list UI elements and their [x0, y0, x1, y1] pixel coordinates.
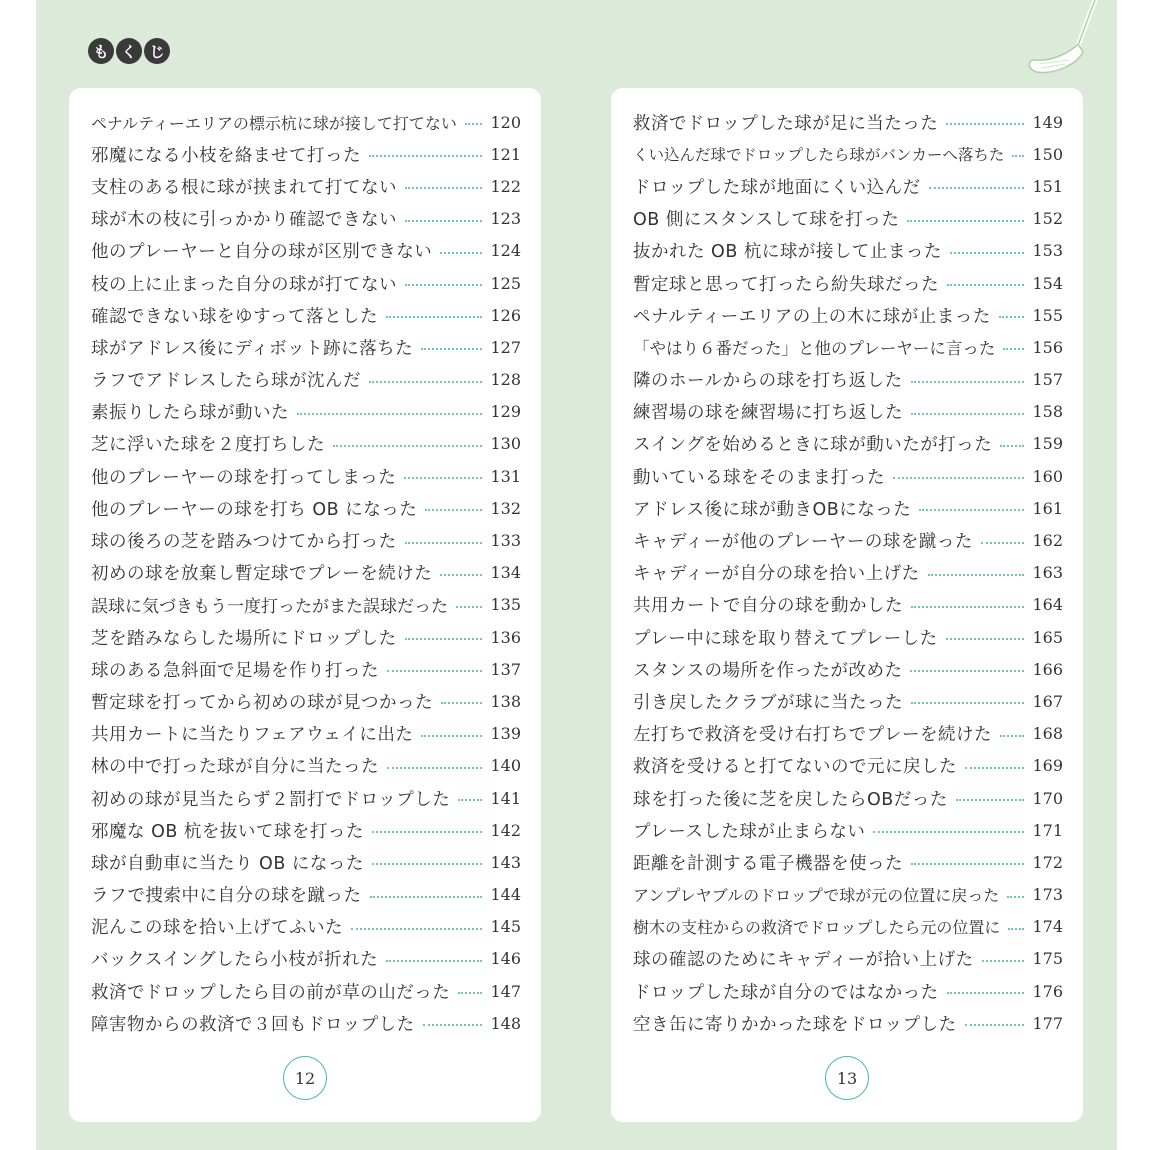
toc-entry-page: 170 — [1032, 788, 1063, 808]
toc-entry[interactable] — [91, 267, 521, 299]
toc-entry-title: 確認できない球をゆすって落とした — [91, 306, 378, 327]
toc-entry[interactable] — [91, 235, 521, 267]
toc-entry[interactable] — [633, 557, 1063, 589]
toc-entry[interactable] — [91, 460, 521, 492]
toc-entry[interactable] — [91, 299, 521, 331]
toc-entry[interactable] — [633, 170, 1063, 202]
leader-dots — [404, 477, 482, 479]
toc-entry-page: 151 — [1032, 176, 1063, 196]
toc-entry-page: 157 — [1032, 370, 1063, 390]
toc-entry[interactable] — [633, 846, 1063, 878]
toc-entry[interactable] — [91, 718, 521, 750]
toc-entry-title: 抜かれた OB 杭に球が接して止まった — [633, 242, 942, 263]
toc-entry[interactable] — [91, 524, 521, 556]
toc-entry-title: OB 側にスタンスして球を打った — [633, 210, 900, 231]
toc-entry-title: プレースした球が止まらない — [633, 821, 866, 842]
book-spread — [36, 0, 1117, 1150]
toc-entry[interactable] — [633, 750, 1063, 782]
leader-dots — [911, 413, 1024, 415]
leader-dots — [919, 509, 1024, 511]
toc-entry-title: アンプレヤブルのドロップで球が元の位置に戻った — [633, 886, 1000, 906]
toc-entry-page: 145 — [490, 917, 521, 937]
leader-dots — [386, 960, 482, 962]
toc-entry[interactable] — [91, 138, 521, 170]
toc-entry-page: 131 — [490, 466, 521, 486]
leader-dots — [370, 896, 483, 898]
leader-dots — [421, 735, 482, 737]
toc-entry-title: 球が自動車に当たり OB になった — [91, 853, 364, 874]
leader-dots — [1000, 735, 1025, 737]
toc-entry-title: 空き缶に寄りかかった球をドロップした — [633, 1014, 957, 1035]
toc-entry-title: 樹木の支柱からの救済でドロップしたら元の位置に — [633, 918, 1001, 938]
toc-entry-title: ラフでアドレスしたら球が沈んだ — [91, 371, 361, 392]
toc-entry[interactable] — [633, 782, 1063, 814]
golf-club-icon — [1021, 0, 1111, 80]
leader-dots — [369, 381, 482, 383]
toc-entry-page: 139 — [490, 724, 521, 744]
leader-dots — [1008, 928, 1024, 930]
toc-entry-page: 127 — [490, 337, 521, 357]
leader-dots — [965, 767, 1024, 769]
toc-entry[interactable] — [633, 428, 1063, 460]
toc-entry-title: キャディーが自分の球を拾い上げた — [633, 564, 920, 585]
toc-entry-title: 練習場の球を練習場に打ち返した — [633, 403, 903, 424]
toc-entry[interactable] — [91, 364, 521, 396]
leader-dots — [372, 831, 483, 833]
toc-entry-title: 距離を計測する電子機器を使った — [633, 853, 903, 874]
toc-entry-page: 175 — [1032, 949, 1063, 969]
toc-entry[interactable] — [91, 846, 521, 878]
toc-entry-page: 144 — [490, 885, 521, 905]
toc-entry-title: 障害物からの救済で３回もドロップした — [91, 1014, 415, 1035]
toc-entry-page: 174 — [1032, 917, 1063, 937]
toc-entry[interactable] — [633, 975, 1063, 1007]
leader-dots — [873, 831, 1024, 833]
leader-dots — [947, 284, 1024, 286]
toc-entry-page: 177 — [1032, 1013, 1063, 1033]
toc-entry-page: 136 — [490, 627, 521, 647]
toc-entry-title: 泥んこの球を拾い上げてふいた — [91, 918, 343, 939]
toc-entry-title: 他のプレーヤーの球を打ち OB になった — [91, 499, 418, 520]
leader-dots — [456, 606, 482, 608]
toc-entry-title: 共用カートに当たりフェアウェイに出た — [91, 725, 414, 746]
toc-entry[interactable] — [633, 524, 1063, 556]
toc-entry-page: 163 — [1032, 563, 1063, 583]
toc-entry-title: 支柱のある根に球が挟まれて打てない — [91, 177, 397, 198]
leader-dots — [956, 799, 1025, 801]
leader-dots — [965, 1024, 1025, 1026]
toc-entry-page: 148 — [490, 1013, 521, 1033]
toc-entry-page: 124 — [490, 241, 521, 261]
leader-dots — [441, 702, 482, 704]
toc-entry[interactable] — [633, 589, 1063, 621]
leader-dots — [465, 123, 483, 125]
toc-entry[interactable] — [633, 299, 1063, 331]
leader-dots — [405, 638, 483, 640]
toc-entry-page: 164 — [1032, 595, 1063, 615]
toc-entry-title: 他のプレーヤーと自分の球が区別できない — [91, 242, 433, 263]
toc-entry[interactable] — [633, 267, 1063, 299]
toc-entry-page: 167 — [1032, 691, 1063, 711]
toc-entry-page: 154 — [1032, 273, 1063, 293]
toc-entry-title: 球の確認のためにキャディーが拾い上げた — [633, 950, 974, 971]
toc-entry[interactable] — [633, 235, 1063, 267]
toc-entry-title: 救済でドロップしたら目の前が草の山だった — [91, 982, 451, 1003]
toc-entry[interactable] — [633, 621, 1063, 653]
toc-entry-title: 枝の上に止まった自分の球が打てない — [91, 274, 397, 295]
toc-entry[interactable] — [633, 879, 1063, 911]
leader-dots — [458, 992, 482, 994]
toc-entry-page: 176 — [1032, 981, 1063, 1001]
toc-entry-page: 158 — [1032, 402, 1063, 422]
toc-entry[interactable] — [633, 106, 1063, 138]
leader-dots — [1003, 348, 1024, 350]
toc-entry-page: 141 — [490, 788, 521, 808]
toc-entry-title: 邪魔になる小枝を絡ませて打った — [91, 145, 361, 166]
toc-entry-title: 動いている球をそのまま打った — [633, 467, 885, 488]
toc-entry-title: ドロップした球が地面にくい込んだ — [633, 177, 921, 198]
toc-entry-title: スイングを始めるときに球が動いたが打った — [633, 435, 993, 456]
toc-entry[interactable] — [633, 718, 1063, 750]
toc-entry-title: 球のある急斜面で足場を作り打った — [91, 660, 379, 681]
leader-dots — [440, 252, 482, 254]
toc-entry-page: 135 — [490, 595, 521, 615]
toc-entry-title: 救済を受けると打てないので元に戻した — [633, 757, 957, 778]
toc-entry-page: 156 — [1032, 337, 1063, 357]
toc-entry[interactable] — [91, 750, 521, 782]
toc-entry-page: 142 — [490, 820, 521, 840]
toc-entry-title: 初めの球が見当たらず２罰打でドロップした — [91, 789, 451, 810]
leader-dots — [999, 316, 1025, 318]
toc-entry-page: 159 — [1032, 434, 1063, 454]
toc-entry-page: 130 — [490, 434, 521, 454]
toc-entry-title: 球がアドレス後にディボット跡に落ちた — [91, 338, 414, 359]
toc-entry-title: 邪魔な OB 杭を抜いて球を打った — [91, 821, 364, 842]
toc-entry[interactable] — [633, 1007, 1063, 1039]
toc-entry-page: 125 — [490, 273, 521, 293]
toc-entry[interactable] — [91, 879, 521, 911]
toc-entry[interactable] — [91, 653, 521, 685]
toc-entry-title: 暫定球と思って打ったら紛失球だった — [633, 274, 939, 295]
left-toc-list — [91, 106, 521, 1039]
toc-entry[interactable] — [633, 685, 1063, 717]
right-page — [611, 88, 1083, 1122]
toc-entry-page: 126 — [490, 305, 521, 325]
toc-entry-page: 150 — [1032, 144, 1063, 164]
toc-entry-page: 152 — [1032, 209, 1063, 229]
leader-dots — [910, 670, 1024, 672]
toc-entry-title: ペナルティーエリアの上の木に球が止まった — [633, 306, 991, 327]
toc-entry-title: アドレス後に球が動きOBになった — [633, 499, 912, 520]
toc-entry-page: 155 — [1032, 305, 1063, 325]
toc-entry[interactable] — [91, 492, 521, 524]
leader-dots — [1012, 155, 1024, 157]
toc-entry[interactable] — [633, 460, 1063, 492]
leader-dots — [440, 574, 482, 576]
toc-entry[interactable] — [91, 782, 521, 814]
toc-entry[interactable] — [633, 331, 1063, 363]
leader-dots — [893, 477, 1024, 479]
page-number-right: 13 — [825, 1056, 869, 1100]
toc-entry[interactable] — [91, 106, 521, 138]
toc-entry-page: 160 — [1032, 466, 1063, 486]
toc-entry-title: バックスイングしたら小枝が折れた — [91, 950, 379, 971]
leader-dots — [981, 542, 1025, 544]
toc-entry-title: ドロップした球が自分のではなかった — [633, 982, 939, 1003]
toc-entry-page: 147 — [490, 981, 521, 1001]
toc-entry[interactable] — [633, 814, 1063, 846]
toc-entry-page: 123 — [490, 209, 521, 229]
title-char: く — [116, 38, 142, 64]
toc-entry-page: 138 — [490, 691, 521, 711]
leader-dots — [421, 348, 482, 350]
toc-entry[interactable] — [91, 170, 521, 202]
toc-entry-title: 球の後ろの芝を踏みつけてから打った — [91, 532, 397, 553]
toc-entry-page: 161 — [1032, 498, 1063, 518]
leader-dots — [386, 316, 483, 318]
toc-entry-page: 140 — [490, 756, 521, 776]
leader-dots — [387, 767, 482, 769]
leader-dots — [405, 284, 482, 286]
leader-dots — [982, 960, 1025, 962]
toc-entry[interactable] — [633, 911, 1063, 943]
toc-entry-title: 他のプレーヤーの球を打ってしまった — [91, 467, 397, 488]
toc-entry-title: キャディーが他のプレーヤーの球を蹴った — [633, 532, 973, 553]
toc-entry[interactable] — [633, 364, 1063, 396]
toc-entry-page: 153 — [1032, 241, 1063, 261]
page-number-left: 12 — [283, 1056, 327, 1100]
toc-entry[interactable] — [91, 1007, 521, 1039]
leader-dots — [425, 509, 482, 511]
toc-entry-title: 「やはり６番だった」と他のプレーヤーに言った — [633, 339, 996, 359]
leader-dots — [333, 445, 482, 447]
toc-entry-title: 隣のホールからの球を打ち返した — [633, 371, 903, 392]
toc-entry-page: 122 — [490, 176, 521, 196]
toc-entry-page: 168 — [1032, 724, 1063, 744]
toc-entry[interactable] — [91, 975, 521, 1007]
toc-entry-page: 133 — [490, 531, 521, 551]
leader-dots — [911, 381, 1025, 383]
toc-entry[interactable] — [633, 943, 1063, 975]
toc-entry-page: 120 — [490, 112, 521, 132]
toc-entry[interactable] — [91, 589, 521, 621]
toc-entry-page: 171 — [1032, 820, 1063, 840]
toc-entry-page: 143 — [490, 852, 521, 872]
right-toc-list — [633, 106, 1063, 1039]
toc-entry[interactable] — [91, 428, 521, 460]
toc-entry[interactable] — [91, 943, 521, 975]
leader-dots — [369, 155, 482, 157]
title-char: じ — [144, 38, 170, 64]
leader-dots — [911, 863, 1024, 865]
leader-dots — [947, 992, 1025, 994]
toc-entry[interactable] — [633, 396, 1063, 428]
leader-dots — [928, 574, 1025, 576]
toc-entry-page: 132 — [490, 498, 521, 518]
toc-entry-title: 暫定球を打ってから初めの球が見つかった — [91, 692, 433, 713]
toc-entry-page: 162 — [1032, 531, 1063, 551]
toc-entry[interactable] — [91, 911, 521, 943]
leader-dots — [911, 702, 1024, 704]
toc-entry-title: プレー中に球を取り替えてプレーした — [633, 628, 938, 649]
toc-entry[interactable] — [91, 557, 521, 589]
toc-entry-page: 137 — [490, 659, 521, 679]
leader-dots — [372, 863, 483, 865]
toc-entry-title: 初めの球を放棄し暫定球でプレーを続けた — [91, 564, 433, 585]
toc-entry[interactable] — [91, 814, 521, 846]
toc-entry-title: ラフで捜索中に自分の球を蹴った — [91, 886, 362, 907]
title-char: も — [88, 38, 114, 64]
leader-dots — [387, 670, 482, 672]
leader-dots — [911, 606, 1024, 608]
toc-entry[interactable] — [633, 492, 1063, 524]
leader-dots — [950, 252, 1025, 254]
leader-dots — [458, 799, 482, 801]
toc-entry-page: 169 — [1032, 756, 1063, 776]
toc-entry-title: 素振りしたら球が動いた — [91, 403, 289, 424]
toc-entry-title: 共用カートで自分の球を動かした — [633, 596, 903, 617]
leader-dots — [929, 187, 1025, 189]
toc-entry-title: 芝に浮いた球を２度打ちした — [91, 435, 325, 456]
toc-entry[interactable] — [91, 331, 521, 363]
toc-entry-title: 林の中で打った球が自分に当たった — [91, 757, 379, 778]
toc-entry-title: 左打ちで救済を受け右打ちでプレーを続けた — [633, 725, 992, 746]
toc-entry-title: ペナルティーエリアの標示杭に球が接して打てない — [91, 113, 457, 133]
toc-entry-title: 誤球に気づきもう一度打ったがまた誤球だった — [91, 597, 448, 618]
toc-entry[interactable] — [633, 203, 1063, 235]
leader-dots — [297, 413, 482, 415]
toc-entry[interactable] — [91, 621, 521, 653]
toc-entry[interactable] — [633, 653, 1063, 685]
toc-entry-page: 134 — [490, 563, 521, 583]
toc-entry-title: 球が木の枝に引っかかり確認できない — [91, 210, 397, 231]
toc-entry-title: スタンスの場所を作ったが改めた — [633, 660, 903, 681]
leader-dots — [405, 220, 482, 222]
toc-entry-title: 芝を踏みならした場所にドロップした — [91, 628, 397, 649]
leader-dots — [405, 542, 483, 544]
toc-entry[interactable] — [91, 396, 521, 428]
toc-entry-page: 128 — [490, 370, 521, 390]
toc-entry-title: 球を打った後に芝を戻したらOBだった — [633, 789, 948, 810]
leader-dots — [946, 638, 1025, 640]
toc-entry[interactable] — [91, 685, 521, 717]
leader-dots — [946, 123, 1024, 125]
toc-entry-page: 121 — [490, 144, 521, 164]
leader-dots — [423, 1024, 483, 1026]
leader-dots — [907, 220, 1024, 222]
toc-entry-page: 172 — [1032, 852, 1063, 872]
toc-entry-page: 173 — [1032, 885, 1063, 905]
left-page — [69, 88, 541, 1122]
toc-entry-page: 166 — [1032, 659, 1063, 679]
toc-entry-page: 146 — [490, 949, 521, 969]
toc-entry-page: 129 — [490, 402, 521, 422]
toc-entry[interactable] — [91, 203, 521, 235]
toc-entry[interactable] — [633, 138, 1063, 170]
toc-entry-title: 引き戻したクラブが球に当たった — [633, 692, 903, 713]
toc-entry-page: 149 — [1032, 112, 1063, 132]
toc-entry-title: 救済でドロップした球が足に当たった — [633, 113, 939, 134]
leader-dots — [405, 187, 482, 189]
leader-dots — [1000, 445, 1024, 447]
toc-title — [88, 38, 170, 64]
toc-entry-page: 165 — [1032, 627, 1063, 647]
leader-dots — [1007, 896, 1024, 898]
toc-entry-title: くい込んだ球でドロップしたら球がバンカーへ落ちた — [633, 146, 1005, 165]
leader-dots — [351, 928, 482, 930]
